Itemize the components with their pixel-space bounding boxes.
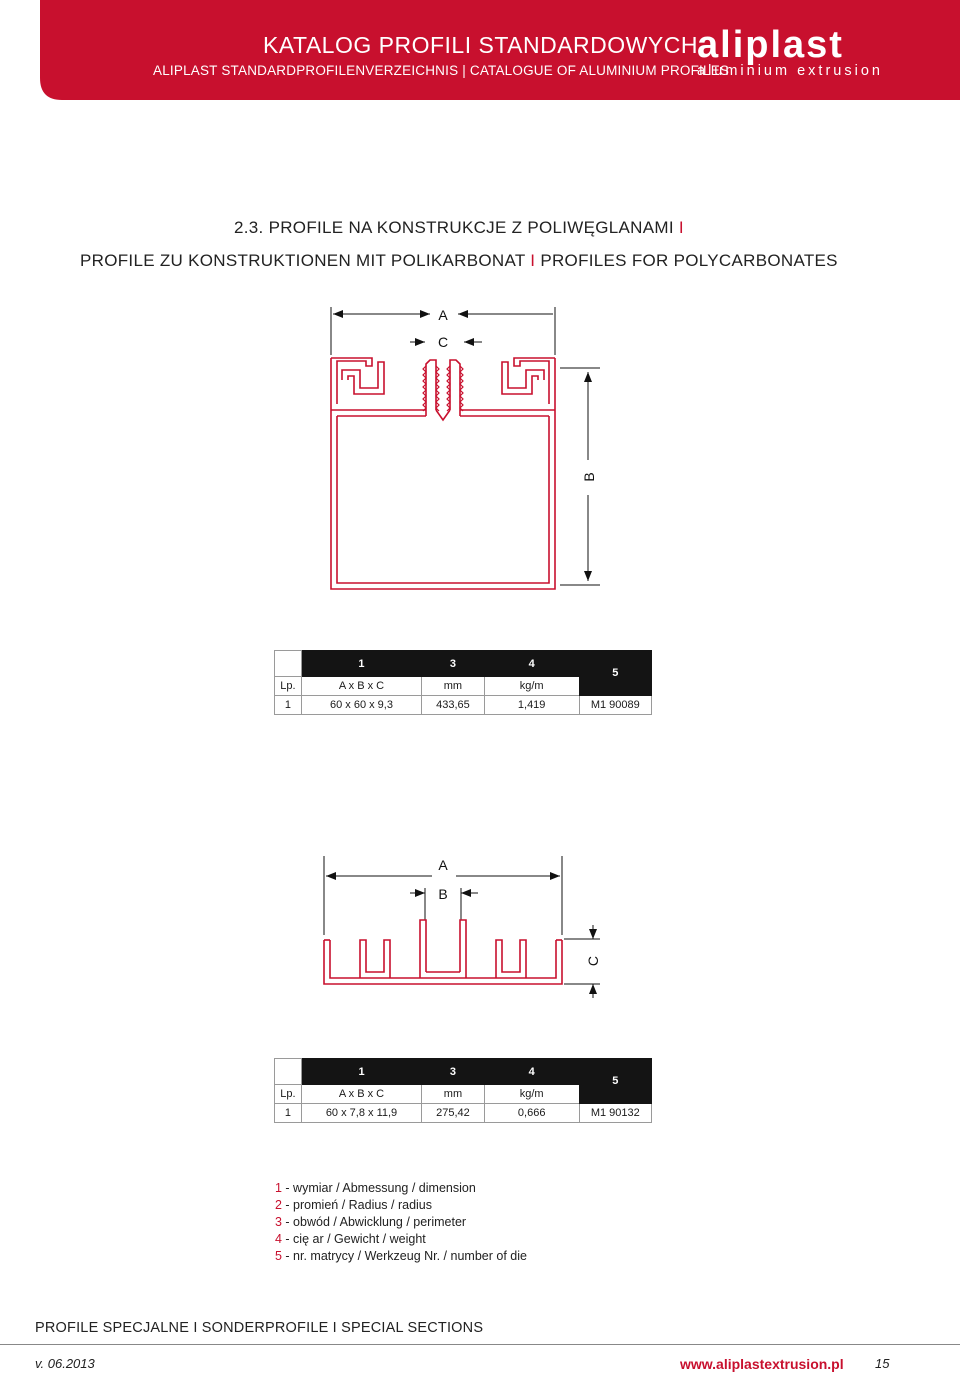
unit-label: A x B x C <box>301 677 421 696</box>
legend <box>275 1180 527 1265</box>
unit-label: mm <box>422 1085 485 1104</box>
dim-label-a: A <box>438 857 448 873</box>
footer-divider <box>0 1344 960 1345</box>
legend-item: 1 - wymiar / Abmessung / dimension <box>275 1181 476 1195</box>
aliplast-logo: aliplast <box>697 24 844 66</box>
legend-item: 2 - promień / Radius / radius <box>275 1198 433 1212</box>
lp-label: Lp. <box>275 677 302 696</box>
unit-label: kg/m <box>484 1085 579 1104</box>
spec-table-2 <box>274 1058 652 1123</box>
legend-item: 5 - nr. matrycy / Werkzeug Nr. / number of die <box>275 1249 527 1263</box>
lp-label: Lp. <box>275 1085 302 1104</box>
dim-label-c: C <box>437 334 449 350</box>
version-label: v. 06.2013 <box>35 1356 95 1371</box>
col-number: 1 <box>301 1059 421 1085</box>
footer-section-title: PROFILE SPECJALNE I SONDERPROFILE I SPECIAL SECTIONS <box>35 1320 484 1336</box>
section-title-line1: 2.3. PROFILE NA KONSTRUKCJE Z POLIWĘGLANAMI I <box>234 218 684 237</box>
col-number: 5 <box>579 651 651 696</box>
unit-label: A x B x C <box>301 1085 421 1104</box>
website-link[interactable]: www.aliplastextrusion.pl <box>680 1356 844 1372</box>
col-number: 1 <box>301 651 421 677</box>
title-separator: I <box>530 251 536 270</box>
col-number: 3 <box>422 1059 485 1085</box>
catalog-subtitle: ALIPLAST STANDARDPROFILENVERZEICHNIS | CATALOGUE OF ALUMINIUM PROFILES <box>153 63 730 78</box>
dim-label-b: B <box>438 886 448 902</box>
title-separator: I <box>678 218 684 237</box>
table-row: 1 60 x 60 x 9,3 433,65 1,419 M1 90089 <box>275 696 652 715</box>
legend-item: 4 - cię ar / Gewicht / weight <box>275 1232 426 1246</box>
aliplast-logo-tagline: aluminium extrusion <box>697 63 883 79</box>
col-number: 3 <box>422 651 485 677</box>
col-number: 5 <box>579 1059 651 1104</box>
dim-label-c: C <box>585 955 601 967</box>
col-number: 4 <box>484 1059 579 1085</box>
dim-label-a: A <box>438 307 448 323</box>
page-number: 15 <box>875 1356 890 1371</box>
table-row: 1 60 x 7,8 x 11,9 275,42 0,666 M1 90132 <box>275 1104 652 1123</box>
dim-label-b: B <box>581 472 597 482</box>
unit-label: kg/m <box>484 677 579 696</box>
unit-label: mm <box>422 677 485 696</box>
section-title-line2: PROFILE ZU KONSTRUKTIONEN MIT POLIKARBONAT I PROFILES FOR POLYCARBONATES <box>80 251 838 270</box>
col-number: 4 <box>484 651 579 677</box>
legend-item: 3 - obwód / Abwicklung / perimeter <box>275 1215 467 1229</box>
catalog-title: KATALOG PROFILI STANDARDOWYCH <box>263 32 698 58</box>
